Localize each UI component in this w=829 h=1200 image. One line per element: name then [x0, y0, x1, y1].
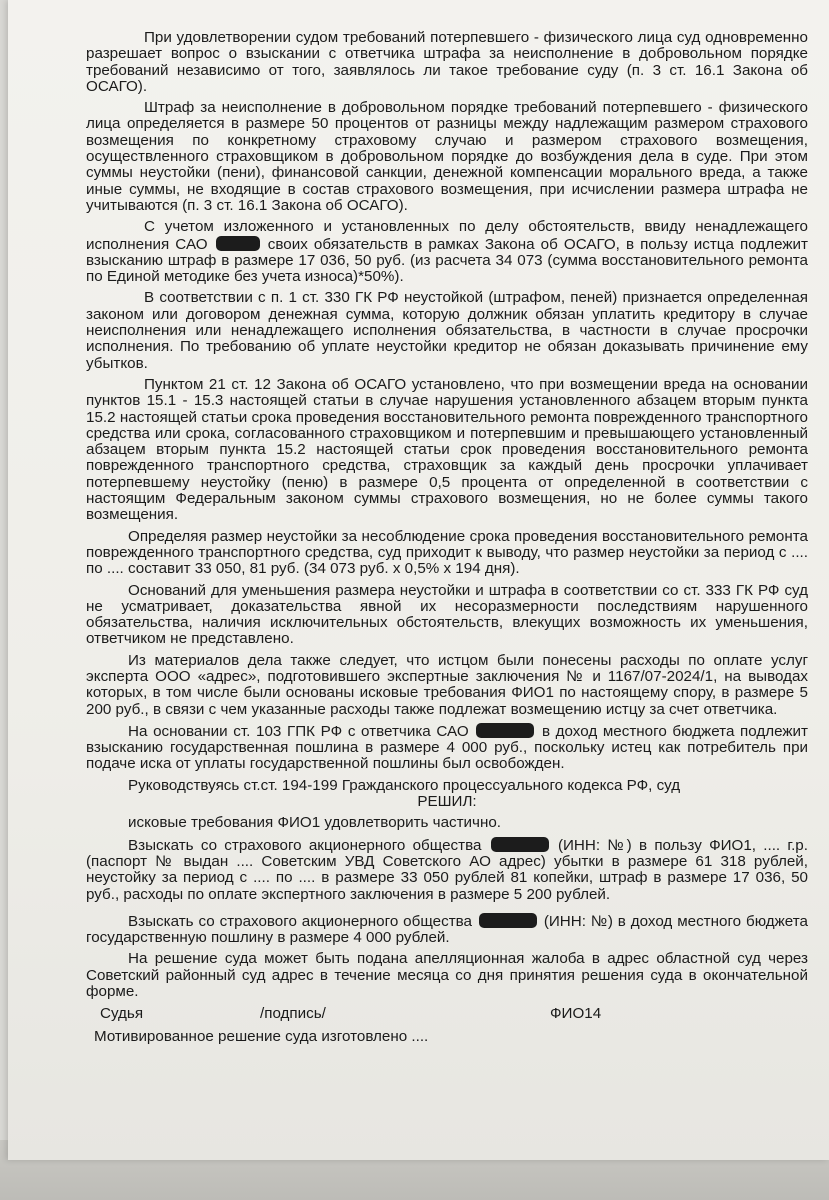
paragraph-recover-duty	[86, 913, 808, 947]
paragraph-expert-costs: Из материалов дела также следует, что истцом были понесены расходы по оплате услуг эксперта ООО «адрес», подготовившего экспертные заключения № и 1167/07-2024/1, на выводах которых, в том числе были основаны исковые требования ФИО1 по настоящему спору, в размере 5 200 руб., в связи с чем указанные расходы также подлежат возмещению истцу за счет ответчика.	[86, 651, 808, 718]
redaction-mark	[476, 723, 534, 738]
text-fragment: С учетом изложенного и установленных по делу обстоятельств, ввиду ненадлежащего исполнения САО	[86, 218, 808, 253]
paragraph-penalty-law: Пунктом 21 ст. 12 Закона об ОСАГО установлено, что при возмещении вреда на основании пунктов 15.1 - 15.3 настоящей статьи в случае нарушения установленного абзацем вторым пункта 15.2 настоящей статьи срока проведения восстановительного ремонта поврежденного транспортного средства или срока, согласованного страховщиком и потерпевшим и превышающего установленный абзацем вторым пункта 15.2 настоящей статьи срок проведения восстановительного ремонта поврежденного транспортного средства, страховщик за каждый день просрочки уплачивает потерпевшему неустойку (пеню) в размере 0,5 процента от определенной в соответствии с настоящим Федеральным законом суммы страхового возмещения, но не более суммы такого возмещения.	[86, 375, 808, 524]
signature-line	[86, 1006, 808, 1022]
judge-label: Судья	[100, 1005, 144, 1023]
paragraph-fine-calculation: Штраф за неисполнение в добровольном порядке требований потерпевшего - физического лица определяется в размере 50 процентов от разницы между надлежащим размером страхового возмещения по конкретному страховому случаю и размером страхового возмещения, осуществленного страховщиком в добровольном порядке до возбуждения дела в суде. При этом суммы неустойки (пени), финансовой санкции, денежной компенсации морального вреда, а также иные суммы, не входящие в состав страхового возмещения, при исчислении размера штрафа не учитываются (п. 3 ст. 16.1 Закона об ОСАГО).	[86, 99, 808, 214]
paragraph-recover-damages	[86, 837, 808, 903]
paragraph-claims-partial: исковые требования ФИО1 удовлетворить частично.	[128, 814, 502, 832]
heading-decided: РЕШИЛ:	[417, 793, 477, 811]
paragraph-fine-awarded	[86, 219, 808, 285]
paragraph-appeal: На решение суда может быть подана апелляционная жалоба в адрес областной суд через Советский районный суд адрес в течение месяца со дня принятия решения суда в окончательной форме.	[86, 950, 808, 1001]
paragraph-penalty-definition: В соответствии с п. 1 ст. 330 ГК РФ неустойкой (штрафом, пеней) признается определенная законом или договором денежная сумма, которую должник обязан уплатить кредитору в случае неисполнения или ненадлежащего исполнения обязательства, в частности в случае просрочки исполнения. По требованию об уплате неустойки кредитор не обязан доказывать причинение ему убытков.	[86, 289, 808, 372]
redaction-mark	[216, 236, 260, 251]
final-note: Мотивированное решение суда изготовлено ....	[94, 1027, 429, 1045]
document-text	[86, 30, 808, 1045]
text-fragment: Взыскать со страхового акционерного общества	[128, 912, 472, 930]
paragraph-guided-by: Руководствуясь ст.ст. 194-199 Гражданского процессуального кодекса РФ, суд	[128, 776, 681, 794]
signature-mark: /подпись/	[260, 1005, 326, 1023]
text-fragment: в доход местного бюджета подлежит взысканию государственная пошлина в размере 4 000 руб., поскольку истец как потребитель при подаче иска от уплаты государственной пошлины был освобожден.	[86, 722, 808, 773]
redaction-mark	[479, 913, 537, 928]
paragraph-fine-decision: При удовлетворении судом требований потерпевшего - физического лица суд одновременно разрешает вопрос о взыскании с ответчика штрафа за неисполнение в добровольном порядке требований независимо от того, заявлялось ли такое требование суду (п. 3 ст. 16.1 Закона об ОСАГО).	[86, 29, 808, 95]
text-fragment: Взыскать со страхового акционерного общества	[128, 836, 482, 854]
paragraph-no-reduction: Оснований для уменьшения размера неустойки и штрафа в соответствии со ст. 333 ГК РФ суд не усматривает, доказательства явной их несоразмерности последствиям нарушенного обязательства, наличия исключительных обстоятельств, влекущих возможность их уменьшения, ответчиком не представлено.	[86, 581, 808, 648]
text-fragment: На основании ст. 103 ГПК РФ с ответчика САО	[128, 722, 469, 740]
text-fragment: своих обязательств в рамках Закона об ОСАГО, в пользу истца подлежит взысканию штраф в размере 17 036, 50 руб. (из расчета 34 073 (сумма восстановительного ремонта по Единой методике без учета износа)*50%).	[86, 235, 808, 286]
text-fragment: (ИНН: №) в пользу ФИО1, .... г.р. (паспорт № выдан .... Советским УВД Советского АО адрес) убытки в размере 61 318 рублей, неустойку за период с .... по .... в размере 33 050 рублей 81 копейки, штраф в размере 17 036, 50 руб., расходы по оплате экспертного заключения в размере 5 200 рублей.	[86, 836, 808, 903]
text-fragment: (ИНН: №) в доход местного бюджета государственную пошлину в размере 4 000 рублей.	[86, 912, 808, 947]
paragraph-state-duty	[86, 723, 808, 773]
redaction-mark	[491, 837, 549, 852]
judge-name: ФИО14	[550, 1005, 602, 1023]
paragraph-penalty-amount: Определяя размер неустойки за несоблюдение срока проведения восстановительного ремонта поврежденного транспортного средства, суд приходит к выводу, что размер неустойки за период с .... по .... составит 33 050, 81 руб. (34 073 руб. х 0,5% х 194 дня).	[86, 527, 808, 578]
